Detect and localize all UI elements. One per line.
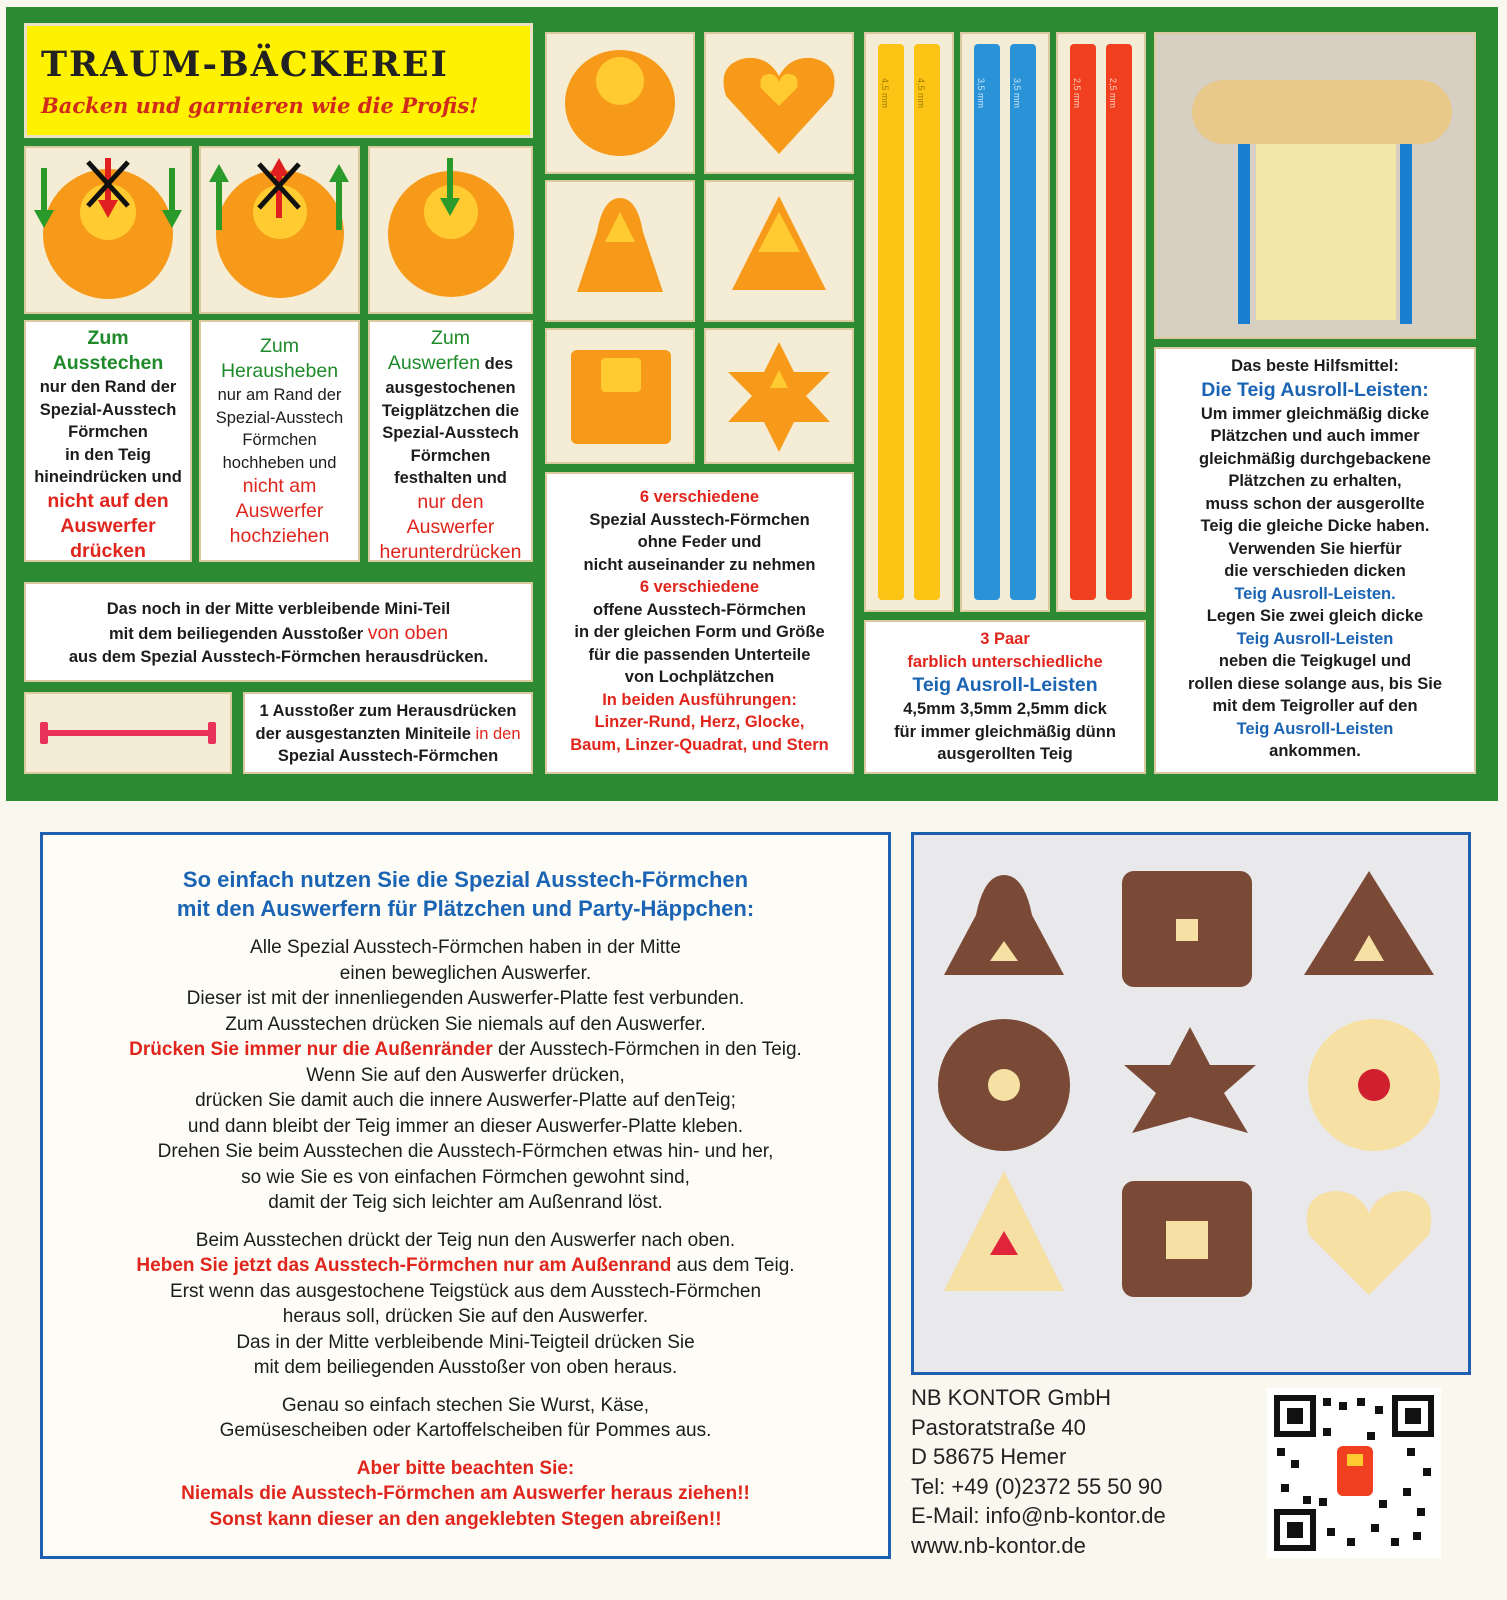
main-p2b-line3: Das in der Mitte verbleibende Mini-Teigteil drücken Sie xyxy=(236,1331,695,1353)
main-p1-line2: einen beweglichen Auswerfer. xyxy=(339,962,592,984)
helper-line18: ankommen. xyxy=(1269,742,1361,760)
shapes-line6: offene Ausstech-Förmchen xyxy=(592,600,806,619)
strips-line2: farblich unterschiedliche xyxy=(907,652,1103,671)
shapes-line11: Linzer-Rund, Herz, Glocke, xyxy=(594,713,805,731)
step3-line9: Auswerfer xyxy=(406,515,495,538)
star-icon xyxy=(706,330,852,462)
step2-line7: nicht am xyxy=(242,475,317,497)
main-p1b-line5: so wie Sie es von einfachen Förmchen gewohnt sind, xyxy=(241,1166,690,1188)
qr-code[interactable] xyxy=(1267,1388,1441,1558)
step3-line6: Förmchen xyxy=(410,446,491,465)
helper-line8: Teig die gleiche Dicke haben. xyxy=(1200,517,1430,535)
contact-company: NB KONTOR GmbH xyxy=(911,1385,1112,1410)
main-instructions xyxy=(40,832,891,1559)
helper-line7: muss schon der ausgerollte xyxy=(1205,494,1425,513)
bell-icon xyxy=(547,182,693,320)
strips-info xyxy=(864,620,1146,774)
helper-line2: Die Teig Ausroll-Leisten: xyxy=(1201,378,1429,401)
cutter-heart xyxy=(704,32,854,174)
step3-line7: festhalten und xyxy=(394,469,507,487)
step2-line2: Herausheben xyxy=(220,360,339,382)
main-p1b-line4: Drehen Sie beim Ausstechen die Ausstech-Förmchen etwas hin- und her, xyxy=(157,1141,774,1162)
main-p2-red-rest: aus dem Teig. xyxy=(671,1255,795,1276)
cutter-square xyxy=(545,328,695,464)
header-banner xyxy=(24,23,533,138)
ejector-line1: 1 Ausstoßer zum Herausdrücken xyxy=(259,702,517,720)
strips-blue xyxy=(960,32,1050,612)
shapes-line5: 6 verschiedene xyxy=(639,578,760,596)
shapes-line10: In beiden Ausführungen: xyxy=(602,690,797,709)
step1-line2: Ausstechen xyxy=(52,352,164,374)
ejector-info xyxy=(243,692,533,774)
step1-line5: Förmchen xyxy=(68,423,148,441)
ejector-line2a: der ausgestanzten Miniteile xyxy=(255,724,476,743)
step-image-eject xyxy=(368,146,533,314)
main-p1-line3: Dieser ist mit der innenliegenden Auswerfer-Platte fest verbunden. xyxy=(186,988,745,1009)
step3-line5: Spezial-Ausstech xyxy=(382,424,519,442)
main-p1b-line3: und dann bleibt der Teig immer an dieser Auswerfer-Platte kleben. xyxy=(187,1115,744,1137)
mini-part-info xyxy=(24,582,533,682)
cookies-photo xyxy=(911,832,1471,1375)
step2-line4: Spezial-Ausstech xyxy=(215,408,344,427)
down-arrow-icon xyxy=(370,148,531,312)
step3-line2b: des xyxy=(480,355,514,373)
step2-line9: hochziehen xyxy=(229,525,330,547)
strips-yellow xyxy=(864,32,954,612)
main-p1-line4: Zum Ausstechen drücken Sie niemals auf den Auswerfer. xyxy=(225,1013,706,1035)
tree-icon xyxy=(706,182,852,320)
shapes-line2: Spezial Ausstech-Förmchen xyxy=(589,510,810,529)
main-p1b-line1: Wenn Sie auf den Auswerfer drücken, xyxy=(306,1064,625,1086)
main-p1-red-rest: der Ausstech-Förmchen in den Teig. xyxy=(492,1039,802,1060)
helper-line3: Um immer gleichmäßig dicke xyxy=(1200,404,1430,423)
shapes-line9: von Lochplätzchen xyxy=(624,668,775,686)
strip-label-6: 2,5 mm xyxy=(1108,78,1118,109)
main-p1b-line6: damit der Teig sich leichter am Außenrand löst. xyxy=(268,1192,663,1213)
shapes-line8: für die passenden Unterteile xyxy=(588,645,811,664)
main-p2b-line4: mit dem beiliegenden Ausstoßer von oben heraus. xyxy=(253,1357,678,1378)
strip-label-1: 4,5 mm xyxy=(880,78,890,109)
ejector-image xyxy=(24,692,232,774)
ejector-line2b: in den xyxy=(475,724,521,743)
step2-line3: nur am Rand der xyxy=(217,386,342,404)
helper-info xyxy=(1154,347,1476,774)
strip-label-5: 2,5 mm xyxy=(1072,78,1082,109)
strip-label-2: 4,5 mm xyxy=(916,78,926,109)
helper-line6: Plätzchen zu erhalten, xyxy=(1228,472,1402,490)
step3-line3: ausgestochenen xyxy=(385,379,516,397)
main-p2b-line2: heraus soll, drücken Sie auf den Auswerfer. xyxy=(282,1306,649,1327)
lift-arrows-icon xyxy=(201,148,358,312)
shapes-line1: 6 verschiedene xyxy=(639,488,760,506)
main-p2-red: Heben Sie jetzt das Ausstech-Förmchen nur am Außenrand xyxy=(136,1255,672,1276)
step2-line8: Auswerfer xyxy=(235,500,324,522)
step3-line8: nur den xyxy=(417,490,484,513)
rolling-photo xyxy=(1154,32,1476,339)
cutter-star xyxy=(704,328,854,464)
main-p1-line1: Alle Spezial Ausstech-Förmchen haben in der Mitte xyxy=(250,937,681,958)
helper-line12: Legen Sie zwei gleich dicke xyxy=(1206,607,1424,625)
cutter-bell xyxy=(545,180,695,322)
helper-line16: mit dem Teigroller auf den xyxy=(1212,697,1418,715)
step2-line6: hochheben und xyxy=(222,453,337,472)
main-p2b-line1: Erst wenn das ausgestochene Teigstück aus dem Ausstech-Förmchen xyxy=(169,1280,762,1302)
shapes-line4: nicht auseinander zu nehmen xyxy=(583,555,816,574)
contact-street: Pastoratstraße 40 xyxy=(911,1414,1086,1440)
helper-line9: Verwenden Sie hierfür xyxy=(1228,539,1402,558)
contact-block xyxy=(911,1383,1166,1560)
mini-part-line2b: von oben xyxy=(367,621,449,644)
step3-line10: herunterdrücken xyxy=(379,540,522,563)
step3-line4: Teigplätzchen die xyxy=(381,401,520,420)
step2-line1: Zum xyxy=(260,335,299,357)
main-p2-line1: Beim Ausstechen drückt der Teig nun den Auswerfer nach oben. xyxy=(195,1229,736,1251)
strips-line3: Teig Ausroll-Leisten xyxy=(912,674,1098,696)
step-text-lift xyxy=(199,320,360,562)
step2-line5: Förmchen xyxy=(242,431,317,449)
strip-label-4: 3,5 mm xyxy=(1012,78,1022,109)
step-image-press xyxy=(24,146,192,314)
step-text-eject xyxy=(368,320,533,562)
cutter-tree xyxy=(704,180,854,322)
mini-part-line1: Das noch in der Mitte verbleibende Mini-Teil xyxy=(106,600,451,618)
strips-line4: 4,5mm 3,5mm 2,5mm dick xyxy=(903,700,1107,718)
step1-line7: hineindrücken und xyxy=(34,468,182,486)
step3-line1: Zum xyxy=(431,327,470,349)
main-warn-line1: Aber bitte beachten Sie: xyxy=(356,1457,575,1479)
main-p1b-line2: drücken Sie damit auch die innere Auswerfer-Platte auf denTeig; xyxy=(195,1090,736,1111)
qr-code-icon xyxy=(1267,1388,1441,1558)
step-image-lift xyxy=(199,146,360,314)
cross-arrows-icon xyxy=(26,148,190,312)
main-title2: mit den Auswerfern für Plätzchen und Party-Häppchen: xyxy=(176,896,755,921)
helper-line13: Teig Ausroll-Leisten xyxy=(1236,629,1394,648)
strip-label-3: 3,5 mm xyxy=(976,78,986,109)
mini-part-line3: aus dem Spezial Ausstech-Förmchen herausdrücken. xyxy=(68,647,489,666)
header-title: TRAUM-BÄCKEREI xyxy=(41,44,449,85)
contact-email[interactable]: E-Mail: info@nb-kontor.de xyxy=(911,1503,1166,1528)
helper-line1: Das beste Hilfsmittel: xyxy=(1231,357,1399,375)
step1-line1: Zum xyxy=(87,327,129,349)
main-warn-line2: Niemals die Ausstech-Förmchen am Auswerfer heraus ziehen!! xyxy=(181,1483,750,1504)
main-p3-line2: Gemüsescheiben oder Kartoffelscheiben für Pommes aus. xyxy=(219,1420,712,1441)
main-p1-red: Drücken Sie immer nur die Außenränder xyxy=(129,1039,493,1060)
step3-line2: Auswerfen xyxy=(387,352,481,374)
header-subtitle: Backen und garnieren wie die Profis! xyxy=(41,93,479,118)
step1-line8: nicht auf den xyxy=(47,489,169,512)
step-text-press xyxy=(24,320,192,562)
heart-icon xyxy=(706,34,852,172)
main-warn-line3: Sonst kann dieser an den angeklebten Stegen abreißen!! xyxy=(209,1508,722,1530)
strips-line1: 3 Paar xyxy=(980,630,1030,648)
helper-line14: neben die Teigkugel und xyxy=(1218,652,1412,670)
helper-line10: die verschieden dicken xyxy=(1224,562,1406,580)
cutter-round xyxy=(545,32,695,174)
contact-web[interactable]: www.nb-kontor.de xyxy=(911,1532,1086,1558)
helper-line5: gleichmäßig durchgebackene xyxy=(1199,449,1431,468)
helper-line17: Teig Ausroll-Leisten xyxy=(1236,719,1394,738)
main-p3-line1: Genau so einfach stechen Sie Wurst, Käse, xyxy=(281,1394,650,1416)
step1-line9: Auswerfer xyxy=(60,514,156,537)
shapes-line12: Baum, Linzer-Quadrat, und Stern xyxy=(570,735,829,754)
step1-line10: drücken xyxy=(70,539,146,562)
mini-part-line2a: mit dem beiliegenden Ausstoßer xyxy=(108,624,368,643)
shapes-line3: ohne Feder und xyxy=(637,533,762,551)
step1-line6: in den Teig xyxy=(65,445,151,464)
cookies-icon xyxy=(914,835,1468,1372)
helper-line15: rollen diese solange aus, bis Sie xyxy=(1187,674,1442,693)
main-title1: So einfach nutzen Sie die Spezial Ausstech-Förmchen xyxy=(182,867,749,892)
strips-line6: ausgerollten Teig xyxy=(937,745,1073,763)
strips-red xyxy=(1056,32,1146,612)
contact-tel: Tel: +49 (0)2372 55 50 90 xyxy=(911,1473,1163,1499)
step1-line3: nur den Rand der xyxy=(39,378,177,396)
helper-line11: Teig Ausroll-Leisten. xyxy=(1234,584,1396,603)
helper-line4: Plätzchen und auch immer xyxy=(1210,427,1420,445)
contact-city: D 58675 Hemer xyxy=(911,1444,1067,1469)
step1-line4: Spezial-Ausstech xyxy=(39,400,177,419)
strips-line5: für immer gleichmäßig dünn xyxy=(894,722,1116,741)
shapes-info xyxy=(545,472,854,774)
shapes-line7: in der gleichen Form und Größe xyxy=(574,623,825,641)
ejector-line3: Spezial Ausstech-Förmchen xyxy=(277,747,499,765)
